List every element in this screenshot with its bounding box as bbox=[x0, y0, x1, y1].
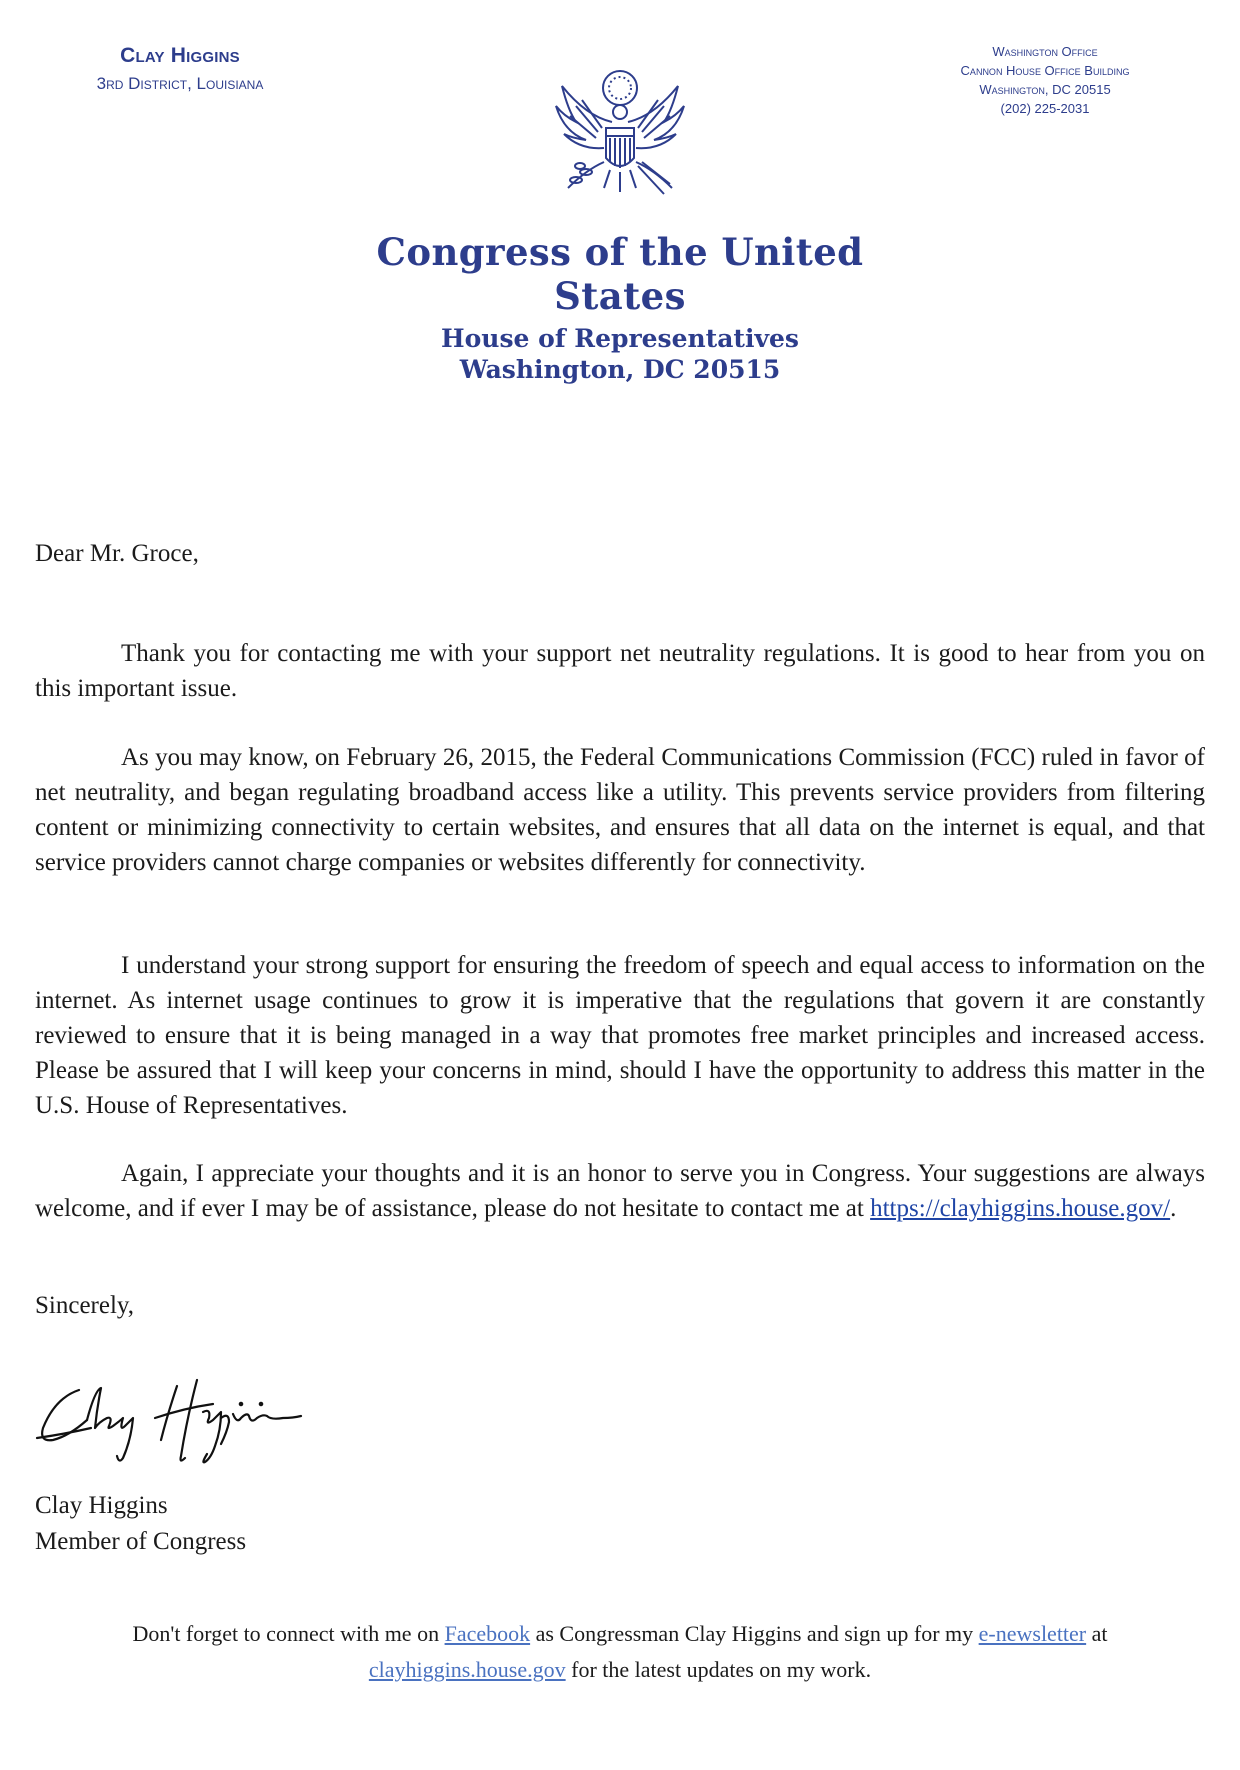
washington-office-block bbox=[930, 42, 1160, 118]
paragraph-1: Thank you for contacting me with your support net neutrality regulations. It is good to hear from you on this important issue. bbox=[35, 640, 1205, 702]
handwritten-signature bbox=[35, 1368, 305, 1478]
member-name: Clay Higgins bbox=[120, 44, 240, 67]
signer-title: Member of Congress bbox=[35, 1528, 247, 1555]
site-link[interactable]: clayhiggins.house.gov bbox=[368, 1657, 566, 1682]
facebook-link[interactable]: Facebook bbox=[444, 1621, 531, 1646]
footer-note bbox=[60, 1616, 1180, 1688]
member-district: 3rd District, Louisiana bbox=[96, 74, 264, 93]
closing: Sincerely, bbox=[35, 1292, 135, 1319]
member-block bbox=[60, 44, 300, 94]
paragraph-4 bbox=[35, 1156, 1205, 1226]
footer-text-3: at bbox=[1091, 1621, 1108, 1646]
website-link[interactable]: https://clayhiggins.house.gov/ bbox=[870, 1195, 1171, 1222]
congress-title: Congress of the United States bbox=[376, 230, 864, 318]
great-seal-eagle-icon bbox=[546, 66, 694, 210]
paragraph-4-end: . bbox=[1170, 1195, 1177, 1222]
footer-text-4: for the latest updates on my work. bbox=[571, 1657, 872, 1682]
office-title: Washington Office bbox=[992, 44, 1098, 59]
office-phone: (202) 225-2031 bbox=[1000, 101, 1090, 116]
paragraph-2: As you may know, on February 26, 2015, the Federal Communications Commission (FCC) ruled in favor of net neutrality, and began regulating broadband access like a utility. This prevents service providers from filtering content or minimizing connectivity to certain websites, and ensures that all data on the internet is equal, and that service providers cannot charge companies or websites differently for connectivity. bbox=[35, 744, 1205, 876]
house-city: Washington, DC 20515 bbox=[459, 355, 781, 384]
congress-heading bbox=[320, 230, 920, 384]
salutation: Dear Mr. Groce, bbox=[35, 540, 199, 567]
office-city: Washington, DC 20515 bbox=[979, 82, 1111, 97]
footer-text-1: Don't forget to connect with me on bbox=[132, 1621, 440, 1646]
signer-name: Clay Higgins bbox=[35, 1492, 168, 1519]
newsletter-link[interactable]: e-newsletter bbox=[978, 1621, 1087, 1646]
house-title: House of Representatives bbox=[441, 324, 799, 353]
office-building: Cannon House Office Building bbox=[960, 63, 1130, 78]
footer-text-2: as Congressman Clay Higgins and sign up for my bbox=[535, 1621, 974, 1646]
paragraph-3: I understand your strong support for ensuring the freedom of speech and equal access to information on the internet. As internet usage continues to grow it is imperative that the regulations that govern it are constantly reviewed to ensure that it is being managed in a way that promotes free market principles and increased access. Please be assured that I will keep your concerns in mind, should I have the opportunity to address this matter in the U.S. House of Representatives. bbox=[35, 952, 1205, 1119]
paragraph-4-text: Again, I appreciate your thoughts and it is an honor to serve you in Congress. Your suggestions are always welcome, and if ever I may be of assistance, please do not hesitate to contact me at bbox=[35, 1160, 1205, 1222]
